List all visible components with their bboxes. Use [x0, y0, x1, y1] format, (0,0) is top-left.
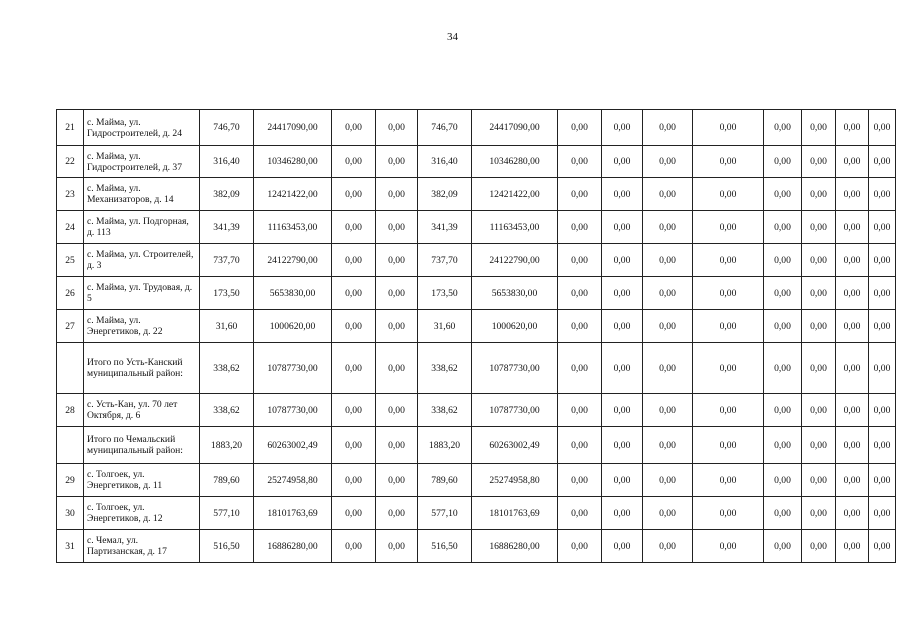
value-cell: 0,00	[869, 394, 896, 427]
table-row	[57, 146, 896, 178]
value-cell: 0,00	[332, 277, 376, 310]
value-cell: 0,00	[558, 244, 602, 277]
value-cell: 0,00	[693, 530, 764, 563]
value-cell: 0,00	[558, 310, 602, 343]
value-cell: 0,00	[643, 343, 693, 394]
value-cell: 24417090,00	[254, 110, 332, 146]
row-number: 25	[57, 244, 84, 277]
value-cell: 341,39	[200, 211, 254, 244]
value-cell: 0,00	[802, 464, 836, 497]
table-row	[57, 110, 896, 146]
value-cell: 0,00	[869, 146, 896, 178]
value-cell: 0,00	[332, 464, 376, 497]
value-cell: 0,00	[836, 146, 869, 178]
value-cell: 0,00	[764, 497, 802, 530]
value-cell: 0,00	[802, 427, 836, 464]
row-number: 28	[57, 394, 84, 427]
value-cell: 0,00	[376, 530, 418, 563]
value-cell: 12421422,00	[254, 178, 332, 211]
value-cell: 0,00	[602, 427, 643, 464]
value-cell: 0,00	[376, 244, 418, 277]
value-cell: 0,00	[602, 277, 643, 310]
value-cell: 338,62	[418, 343, 472, 394]
value-cell: 0,00	[869, 211, 896, 244]
value-cell: 0,00	[602, 530, 643, 563]
value-cell: 0,00	[836, 211, 869, 244]
table-row	[57, 178, 896, 211]
value-cell: 1883,20	[418, 427, 472, 464]
table-row	[57, 211, 896, 244]
value-cell: 31,60	[418, 310, 472, 343]
value-cell: 0,00	[643, 427, 693, 464]
value-cell: 25274958,80	[472, 464, 558, 497]
value-cell: 0,00	[643, 277, 693, 310]
value-cell: 0,00	[558, 178, 602, 211]
value-cell: 0,00	[558, 211, 602, 244]
value-cell: 0,00	[764, 277, 802, 310]
value-cell: 341,39	[418, 211, 472, 244]
value-cell: 0,00	[764, 394, 802, 427]
value-cell: 1883,20	[200, 427, 254, 464]
value-cell: 0,00	[764, 310, 802, 343]
value-cell: 0,00	[693, 211, 764, 244]
value-cell: 382,09	[200, 178, 254, 211]
value-cell: 0,00	[869, 244, 896, 277]
table-row	[57, 244, 896, 277]
value-cell: 338,62	[418, 394, 472, 427]
value-cell: 0,00	[693, 427, 764, 464]
value-cell: 24417090,00	[472, 110, 558, 146]
value-cell: 0,00	[764, 146, 802, 178]
value-cell: 316,40	[200, 146, 254, 178]
value-cell: 516,50	[200, 530, 254, 563]
table-row	[57, 310, 896, 343]
address-cell: с. Майма, ул. Гидростроителей, д. 37	[84, 146, 200, 178]
value-cell: 0,00	[643, 178, 693, 211]
value-cell: 10787730,00	[472, 343, 558, 394]
value-cell: 10787730,00	[472, 394, 558, 427]
value-cell: 0,00	[332, 530, 376, 563]
value-cell: 0,00	[802, 343, 836, 394]
value-cell: 0,00	[869, 178, 896, 211]
row-number	[57, 343, 84, 394]
row-number: 22	[57, 146, 84, 178]
value-cell: 0,00	[558, 464, 602, 497]
housing-registry-table	[56, 109, 896, 563]
value-cell: 24122790,00	[472, 244, 558, 277]
value-cell: 0,00	[643, 110, 693, 146]
value-cell: 0,00	[869, 343, 896, 394]
value-cell: 0,00	[643, 310, 693, 343]
value-cell: 0,00	[764, 211, 802, 244]
value-cell: 0,00	[869, 310, 896, 343]
value-cell: 0,00	[764, 530, 802, 563]
row-number: 24	[57, 211, 84, 244]
value-cell: 0,00	[332, 178, 376, 211]
value-cell: 0,00	[376, 394, 418, 427]
value-cell: 0,00	[693, 277, 764, 310]
value-cell: 0,00	[643, 146, 693, 178]
row-number: 26	[57, 277, 84, 310]
value-cell: 0,00	[693, 110, 764, 146]
value-cell: 0,00	[869, 497, 896, 530]
value-cell: 0,00	[558, 110, 602, 146]
value-cell: 0,00	[693, 244, 764, 277]
value-cell: 789,60	[200, 464, 254, 497]
value-cell: 577,10	[418, 497, 472, 530]
address-cell: с. Майма, ул. Подгорная, д. 113	[84, 211, 200, 244]
value-cell: 24122790,00	[254, 244, 332, 277]
value-cell: 0,00	[869, 530, 896, 563]
page-number: 34	[447, 31, 458, 43]
value-cell: 0,00	[693, 178, 764, 211]
value-cell: 0,00	[836, 244, 869, 277]
value-cell: 1000620,00	[472, 310, 558, 343]
value-cell: 0,00	[602, 394, 643, 427]
value-cell: 0,00	[332, 394, 376, 427]
value-cell: 11163453,00	[472, 211, 558, 244]
value-cell: 0,00	[802, 394, 836, 427]
value-cell: 0,00	[836, 178, 869, 211]
row-number	[57, 427, 84, 464]
value-cell: 0,00	[836, 110, 869, 146]
value-cell: 0,00	[602, 178, 643, 211]
value-cell: 0,00	[332, 343, 376, 394]
address-cell: с. Толгоек, ул. Энергетиков, д. 12	[84, 497, 200, 530]
address-cell: с. Майма, ул. Механизаторов, д. 14	[84, 178, 200, 211]
value-cell: 0,00	[802, 211, 836, 244]
value-cell: 0,00	[764, 244, 802, 277]
value-cell: 0,00	[764, 464, 802, 497]
value-cell: 0,00	[376, 310, 418, 343]
value-cell: 0,00	[558, 394, 602, 427]
value-cell: 0,00	[643, 464, 693, 497]
value-cell: 746,70	[418, 110, 472, 146]
row-number: 21	[57, 110, 84, 146]
value-cell: 0,00	[376, 146, 418, 178]
value-cell: 0,00	[376, 497, 418, 530]
table-row	[57, 277, 896, 310]
value-cell: 0,00	[802, 244, 836, 277]
value-cell: 10346280,00	[472, 146, 558, 178]
table-row	[57, 497, 896, 530]
value-cell: 0,00	[602, 211, 643, 244]
value-cell: 12421422,00	[472, 178, 558, 211]
value-cell: 0,00	[376, 343, 418, 394]
address-cell: с. Толгоек, ул. Энергетиков, д. 11	[84, 464, 200, 497]
value-cell: 0,00	[836, 427, 869, 464]
table-body	[57, 110, 896, 563]
value-cell: 0,00	[332, 110, 376, 146]
value-cell: 316,40	[418, 146, 472, 178]
value-cell: 0,00	[802, 277, 836, 310]
value-cell: 0,00	[802, 310, 836, 343]
value-cell: 0,00	[376, 211, 418, 244]
value-cell: 0,00	[802, 110, 836, 146]
table-row	[57, 530, 896, 563]
row-number: 31	[57, 530, 84, 563]
address-cell: с. Чемал, ул. Партизанская, д. 17	[84, 530, 200, 563]
value-cell: 577,10	[200, 497, 254, 530]
value-cell: 0,00	[602, 244, 643, 277]
value-cell: 0,00	[869, 464, 896, 497]
value-cell: 382,09	[418, 178, 472, 211]
value-cell: 0,00	[332, 244, 376, 277]
value-cell: 0,00	[764, 343, 802, 394]
value-cell: 0,00	[802, 497, 836, 530]
value-cell: 0,00	[558, 427, 602, 464]
value-cell: 0,00	[693, 497, 764, 530]
value-cell: 0,00	[376, 110, 418, 146]
value-cell: 18101763,69	[472, 497, 558, 530]
address-cell: Итого по Усть-Канский муниципальный район:	[84, 343, 200, 394]
row-number: 23	[57, 178, 84, 211]
value-cell: 0,00	[764, 178, 802, 211]
value-cell: 0,00	[802, 178, 836, 211]
value-cell: 60263002,49	[472, 427, 558, 464]
value-cell: 31,60	[200, 310, 254, 343]
value-cell: 0,00	[376, 427, 418, 464]
value-cell: 0,00	[693, 343, 764, 394]
value-cell: 746,70	[200, 110, 254, 146]
value-cell: 173,50	[200, 277, 254, 310]
value-cell: 16886280,00	[472, 530, 558, 563]
value-cell: 0,00	[558, 530, 602, 563]
value-cell: 0,00	[558, 277, 602, 310]
table-row	[57, 394, 896, 427]
value-cell: 0,00	[693, 146, 764, 178]
value-cell: 338,62	[200, 394, 254, 427]
value-cell: 0,00	[836, 394, 869, 427]
value-cell: 10787730,00	[254, 394, 332, 427]
value-cell: 0,00	[558, 343, 602, 394]
value-cell: 5653830,00	[254, 277, 332, 310]
value-cell: 737,70	[200, 244, 254, 277]
value-cell: 5653830,00	[472, 277, 558, 310]
row-number: 30	[57, 497, 84, 530]
value-cell: 0,00	[764, 110, 802, 146]
value-cell: 0,00	[836, 530, 869, 563]
value-cell: 0,00	[602, 343, 643, 394]
value-cell: 60263002,49	[254, 427, 332, 464]
subtotal-row	[57, 343, 896, 394]
value-cell: 0,00	[602, 310, 643, 343]
row-number: 27	[57, 310, 84, 343]
value-cell: 0,00	[332, 146, 376, 178]
subtotal-row	[57, 427, 896, 464]
value-cell: 0,00	[643, 211, 693, 244]
value-cell: 789,60	[418, 464, 472, 497]
address-cell: с. Майма, ул. Энергетиков, д. 22	[84, 310, 200, 343]
value-cell: 173,50	[418, 277, 472, 310]
value-cell: 0,00	[602, 464, 643, 497]
value-cell: 338,62	[200, 343, 254, 394]
table-row	[57, 464, 896, 497]
value-cell: 10787730,00	[254, 343, 332, 394]
value-cell: 737,70	[418, 244, 472, 277]
value-cell: 0,00	[602, 110, 643, 146]
value-cell: 1000620,00	[254, 310, 332, 343]
value-cell: 0,00	[869, 427, 896, 464]
value-cell: 0,00	[836, 464, 869, 497]
address-cell: с. Майма, ул. Гидростроителей, д. 24	[84, 110, 200, 146]
value-cell: 0,00	[836, 277, 869, 310]
value-cell: 0,00	[558, 497, 602, 530]
address-cell: с. Майма, ул. Строителей, д. 3	[84, 244, 200, 277]
value-cell: 25274958,80	[254, 464, 332, 497]
value-cell: 18101763,69	[254, 497, 332, 530]
value-cell: 0,00	[693, 394, 764, 427]
value-cell: 0,00	[802, 530, 836, 563]
value-cell: 16886280,00	[254, 530, 332, 563]
value-cell: 0,00	[643, 530, 693, 563]
value-cell: 0,00	[376, 178, 418, 211]
value-cell: 0,00	[643, 394, 693, 427]
value-cell: 0,00	[869, 277, 896, 310]
value-cell: 0,00	[643, 497, 693, 530]
address-cell: Итого по Чемальский муниципальный район:	[84, 427, 200, 464]
value-cell: 0,00	[836, 343, 869, 394]
value-cell: 0,00	[693, 464, 764, 497]
value-cell: 0,00	[332, 427, 376, 464]
address-cell: с. Майма, ул. Трудовая, д. 5	[84, 277, 200, 310]
row-number: 29	[57, 464, 84, 497]
value-cell: 0,00	[602, 497, 643, 530]
value-cell: 0,00	[602, 146, 643, 178]
address-cell: с. Усть-Кан, ул. 70 лет Октября, д. 6	[84, 394, 200, 427]
value-cell: 0,00	[836, 497, 869, 530]
value-cell: 0,00	[332, 310, 376, 343]
value-cell: 0,00	[332, 497, 376, 530]
value-cell: 0,00	[376, 464, 418, 497]
value-cell: 0,00	[558, 146, 602, 178]
value-cell: 0,00	[332, 211, 376, 244]
value-cell: 0,00	[836, 310, 869, 343]
value-cell: 0,00	[802, 146, 836, 178]
value-cell: 0,00	[693, 310, 764, 343]
value-cell: 516,50	[418, 530, 472, 563]
value-cell: 0,00	[869, 110, 896, 146]
value-cell: 10346280,00	[254, 146, 332, 178]
value-cell: 0,00	[376, 277, 418, 310]
value-cell: 0,00	[764, 427, 802, 464]
value-cell: 11163453,00	[254, 211, 332, 244]
value-cell: 0,00	[643, 244, 693, 277]
